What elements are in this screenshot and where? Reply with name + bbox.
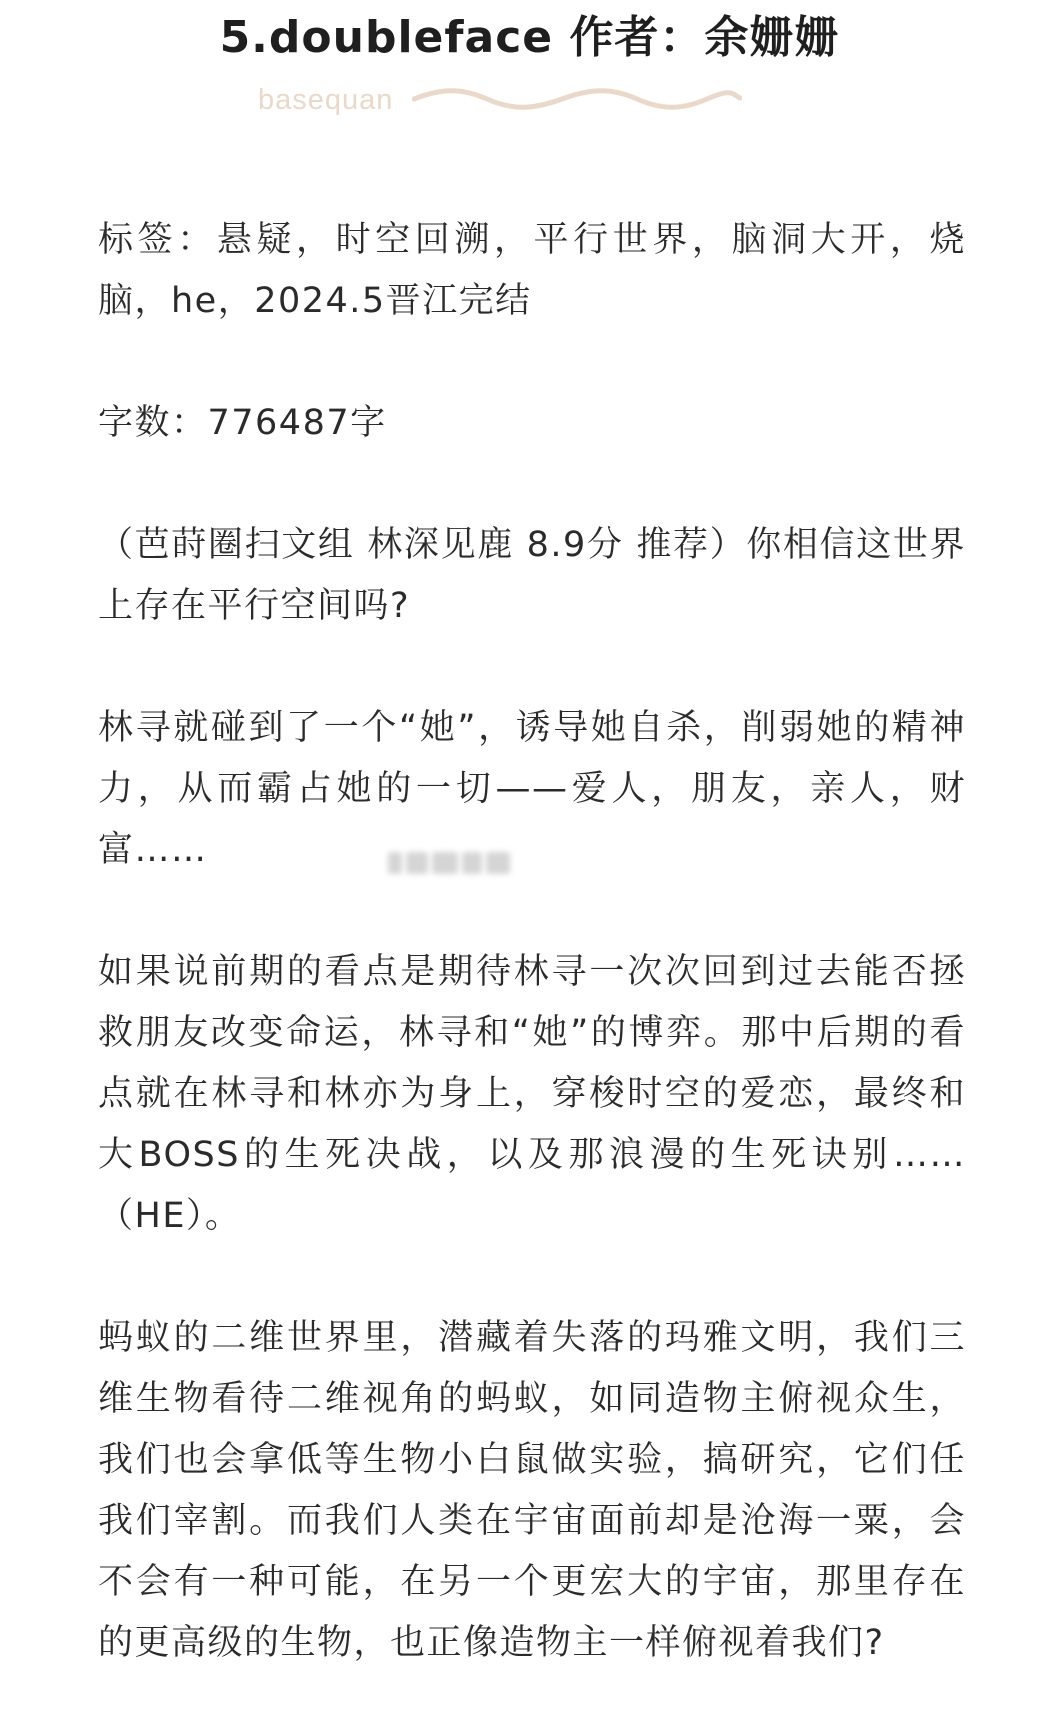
article-title: 5.doubleface 作者：余姗姗 xyxy=(219,12,840,63)
plot-paragraph-text: 林寻就碰到了一个“她”，诱导她自杀，削弱她的精神力，从而霸占她的一切——爱人，朋友，亲人，财富…… xyxy=(98,708,966,870)
watermark-text: basequan xyxy=(258,84,394,116)
word-count-paragraph: 字数：776487字 xyxy=(98,403,387,443)
plot-paragraph xyxy=(98,698,966,881)
blurred-watermark xyxy=(388,832,538,862)
watermark-divider xyxy=(250,80,810,128)
wave-ornament-icon xyxy=(412,86,742,116)
article-body xyxy=(98,210,966,1674)
plot-paragraph: 如果说前期的看点是期待林寻一次次回到过去能否拯救朋友改变命运，林寻和“她”的博弈。那中后期的看点就在林寻和林亦为身上，穿梭时空的爱恋，最终和大BOSS的生死决战，以及那浪漫的生死诀别……（HE）。 xyxy=(98,952,966,1236)
intro-paragraph: （芭莳圈扫文组 林深见鹿 8.9分 推荐）你相信这世界上存在平行空间吗? xyxy=(98,525,966,626)
tags-paragraph: 标签：悬疑，时空回溯，平行世界，脑洞大开，烧脑，he，2024.5晋江完结 xyxy=(98,220,966,321)
plot-paragraph: 蚂蚁的二维世界里，潜藏着失落的玛雅文明，我们三维生物看待二维视角的蚂蚁，如同造物主俯视众生，我们也会拿低等生物小白鼠做实验，搞研究，它们任我们宰割。而我们人类在宇宙面前却是沧海一粟，会不会有一种可能，在另一个更宏大的宇宙，那里存在的更高级的生物，也正像造物主一样俯视着我们? xyxy=(98,1318,966,1663)
